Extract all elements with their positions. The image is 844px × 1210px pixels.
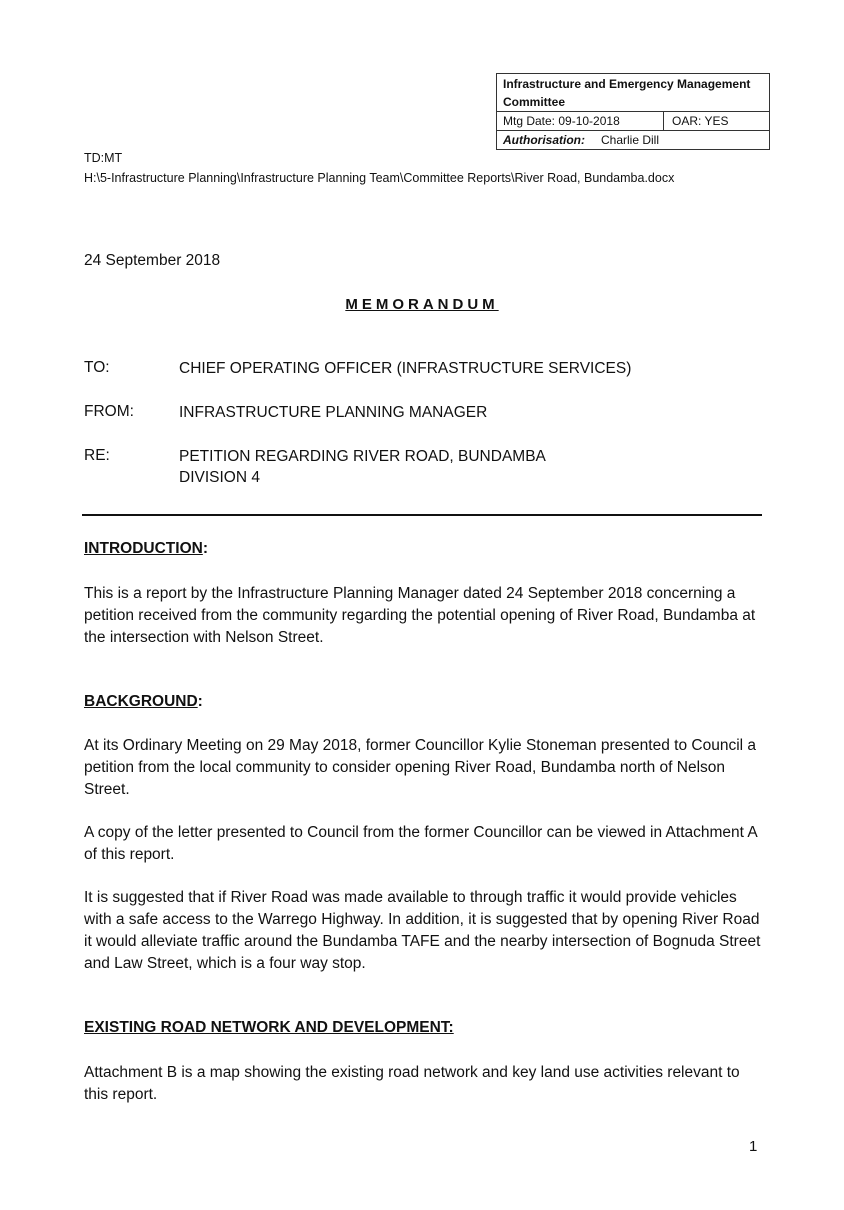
background-paragraph-3: It is suggested that if River Road was made available to through traffic it would provide vehicles with a safe access to the Warrego Highway. In addition, it is suggested that by opening River Road it would alleviate traffic around the Bundamba TAFE and the nearby intersection of Bognuda Street and Law Street, which is a four way stop. — [84, 889, 761, 972]
authorisation-label: Authorisation: — [503, 133, 585, 147]
re-value-line1: PETITION REGARDING RIVER ROAD, BUNDAMBA — [179, 448, 546, 465]
horizontal-divider — [82, 514, 762, 516]
from-value: INFRASTRUCTURE PLANNING MANAGER — [179, 404, 488, 421]
oar-status: OAR: YES — [672, 114, 729, 128]
background-heading-text: BACKGROUND — [84, 693, 198, 710]
re-value-line2: DIVISION 4 — [179, 469, 260, 486]
authorisation-row — [497, 130, 769, 149]
authorisation-value: Charlie Dill — [601, 133, 660, 147]
reference-initials: TD:MT — [84, 151, 123, 165]
memo-date: 24 September 2018 — [84, 252, 221, 269]
introduction-heading: INTRODUCTION: — [84, 540, 208, 557]
meeting-date: Mtg Date: 09-10-2018 — [503, 112, 664, 130]
background-heading: BACKGROUND: — [84, 693, 203, 710]
page-number: 1 — [749, 1138, 758, 1155]
file-path: H:\5-Infrastructure Planning\Infrastructure Planning Team\Committee Reports\River Road, Bundamba.docx — [84, 171, 675, 185]
committee-info-box — [496, 73, 770, 150]
committee-name: Infrastructure and Emergency Management Committee — [503, 77, 751, 109]
meeting-date-row — [497, 111, 769, 130]
to-label: TO: — [84, 359, 110, 376]
memo-title: MEMORANDUM — [345, 296, 499, 313]
from-label: FROM: — [84, 403, 134, 420]
network-heading — [84, 1019, 454, 1037]
committee-name-row — [497, 74, 769, 111]
introduction-paragraph: This is a report by the Infrastructure Planning Manager dated 24 September 2018 concerning a petition received from the community regarding the potential opening of River Road, Bundamba at the intersection with Nelson Street. — [84, 585, 756, 646]
re-label: RE: — [84, 447, 110, 464]
introduction-heading-text: INTRODUCTION — [84, 540, 203, 557]
network-heading-text: EXISTING ROAD NETWORK AND DEVELOPMENT: — [84, 1019, 454, 1036]
to-value: CHIEF OPERATING OFFICER (INFRASTRUCTURE SERVICES) — [179, 360, 632, 377]
background-paragraph-2: A copy of the letter presented to Council from the former Councillor can be viewed in Attachment A of this report. — [84, 824, 757, 863]
re-value — [179, 446, 546, 488]
network-paragraph: Attachment B is a map showing the existing road network and key land use activities relevant to this report. — [84, 1064, 740, 1103]
background-paragraph-1: At its Ordinary Meeting on 29 May 2018, former Councillor Kylie Stoneman presented to Council a petition from the local community to consider opening River Road, Bundamba north of Nelson Street. — [84, 737, 757, 798]
